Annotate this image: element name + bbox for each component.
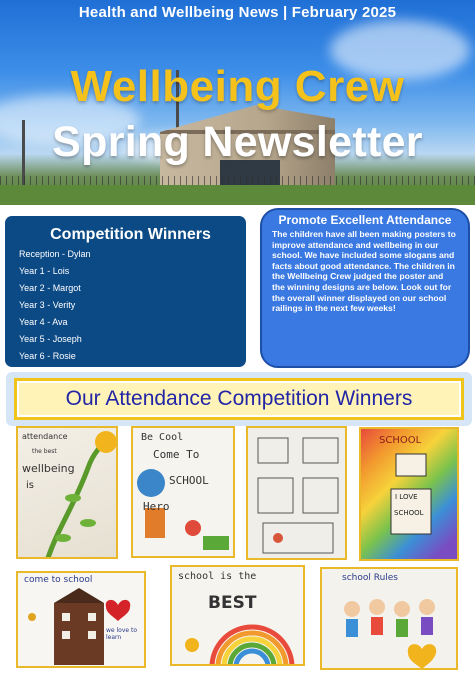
poster-7-text-1: school Rules (342, 573, 398, 583)
poster-5-text-2: we love to learn (106, 627, 138, 641)
banner-text: Our Attendance Competition Winners (65, 387, 413, 410)
competition-winners-heading: Competition Winners (50, 226, 211, 243)
poster-4-text-3: SCHOOL (394, 509, 424, 517)
poster-photo-7 (320, 567, 458, 670)
winner-item: Year 6 - Rosie (19, 351, 76, 361)
title-spring-newsletter: Spring Newsletter (52, 118, 423, 166)
promote-attendance-box (260, 208, 470, 368)
winner-item: Year 3 - Verity (19, 300, 76, 310)
poster-photo-4 (359, 427, 459, 561)
poster-2-text-3: SCHOOL (169, 474, 209, 487)
winner-item: Year 5 - Joseph (19, 334, 82, 344)
poster-6-text-2: BEST (208, 593, 257, 613)
competition-winners-box (5, 216, 246, 367)
poster-3-drawing (248, 428, 347, 560)
winner-item: Year 4 - Ava (19, 317, 68, 327)
winner-item: Reception - Dylan (19, 249, 91, 259)
poster-photo-6 (170, 565, 305, 666)
poster-photo-2 (131, 426, 235, 558)
poster-2-text-2: Come To (153, 448, 200, 461)
poster-7-drawing (322, 569, 458, 670)
winners-list (19, 246, 232, 365)
poster-2-text-1: Be Cool (141, 432, 184, 443)
header-banner (0, 0, 475, 205)
poster-4-text-2: I LOVE (395, 493, 418, 501)
poster-1-text-1: attendance (22, 432, 68, 441)
poster-1-text-4: is (26, 480, 34, 491)
poster-photo-5 (16, 571, 146, 668)
poster-5-text-1: come to school (24, 575, 93, 585)
poster-photo-1 (16, 426, 118, 559)
poster-5-drawing (18, 573, 146, 668)
poster-6-text-1: school is the (178, 571, 257, 582)
poster-4-text-1: SCHOOL (379, 435, 422, 446)
promote-attendance-heading: Promote Excellent Attendance (278, 213, 452, 227)
newsletter-dateline: Health and Wellbeing News | February 2025 (78, 4, 397, 21)
poster-2-text-4: Hero (143, 500, 170, 513)
poster-1-text-3: wellbeing (22, 462, 75, 475)
poster-1-text-2: the best (32, 448, 57, 455)
grass (0, 185, 475, 205)
promote-attendance-body: The children have all been making posters to improve attendance and wellbeing in our school. We have included some slogans and facts about good attendance. The children in the Wellbeing Crew judged the poster and the winning designs are below. Look out for the overall winner displayed on our school railings in the next few weeks! (272, 229, 456, 314)
attendance-winners-banner (14, 378, 464, 420)
poster-photo-3 (246, 426, 347, 560)
title-wellbeing-crew: Wellbeing Crew (70, 62, 405, 111)
winner-item: Year 1 - Lois (19, 266, 70, 276)
winner-item: Year 2 - Margot (19, 283, 81, 293)
